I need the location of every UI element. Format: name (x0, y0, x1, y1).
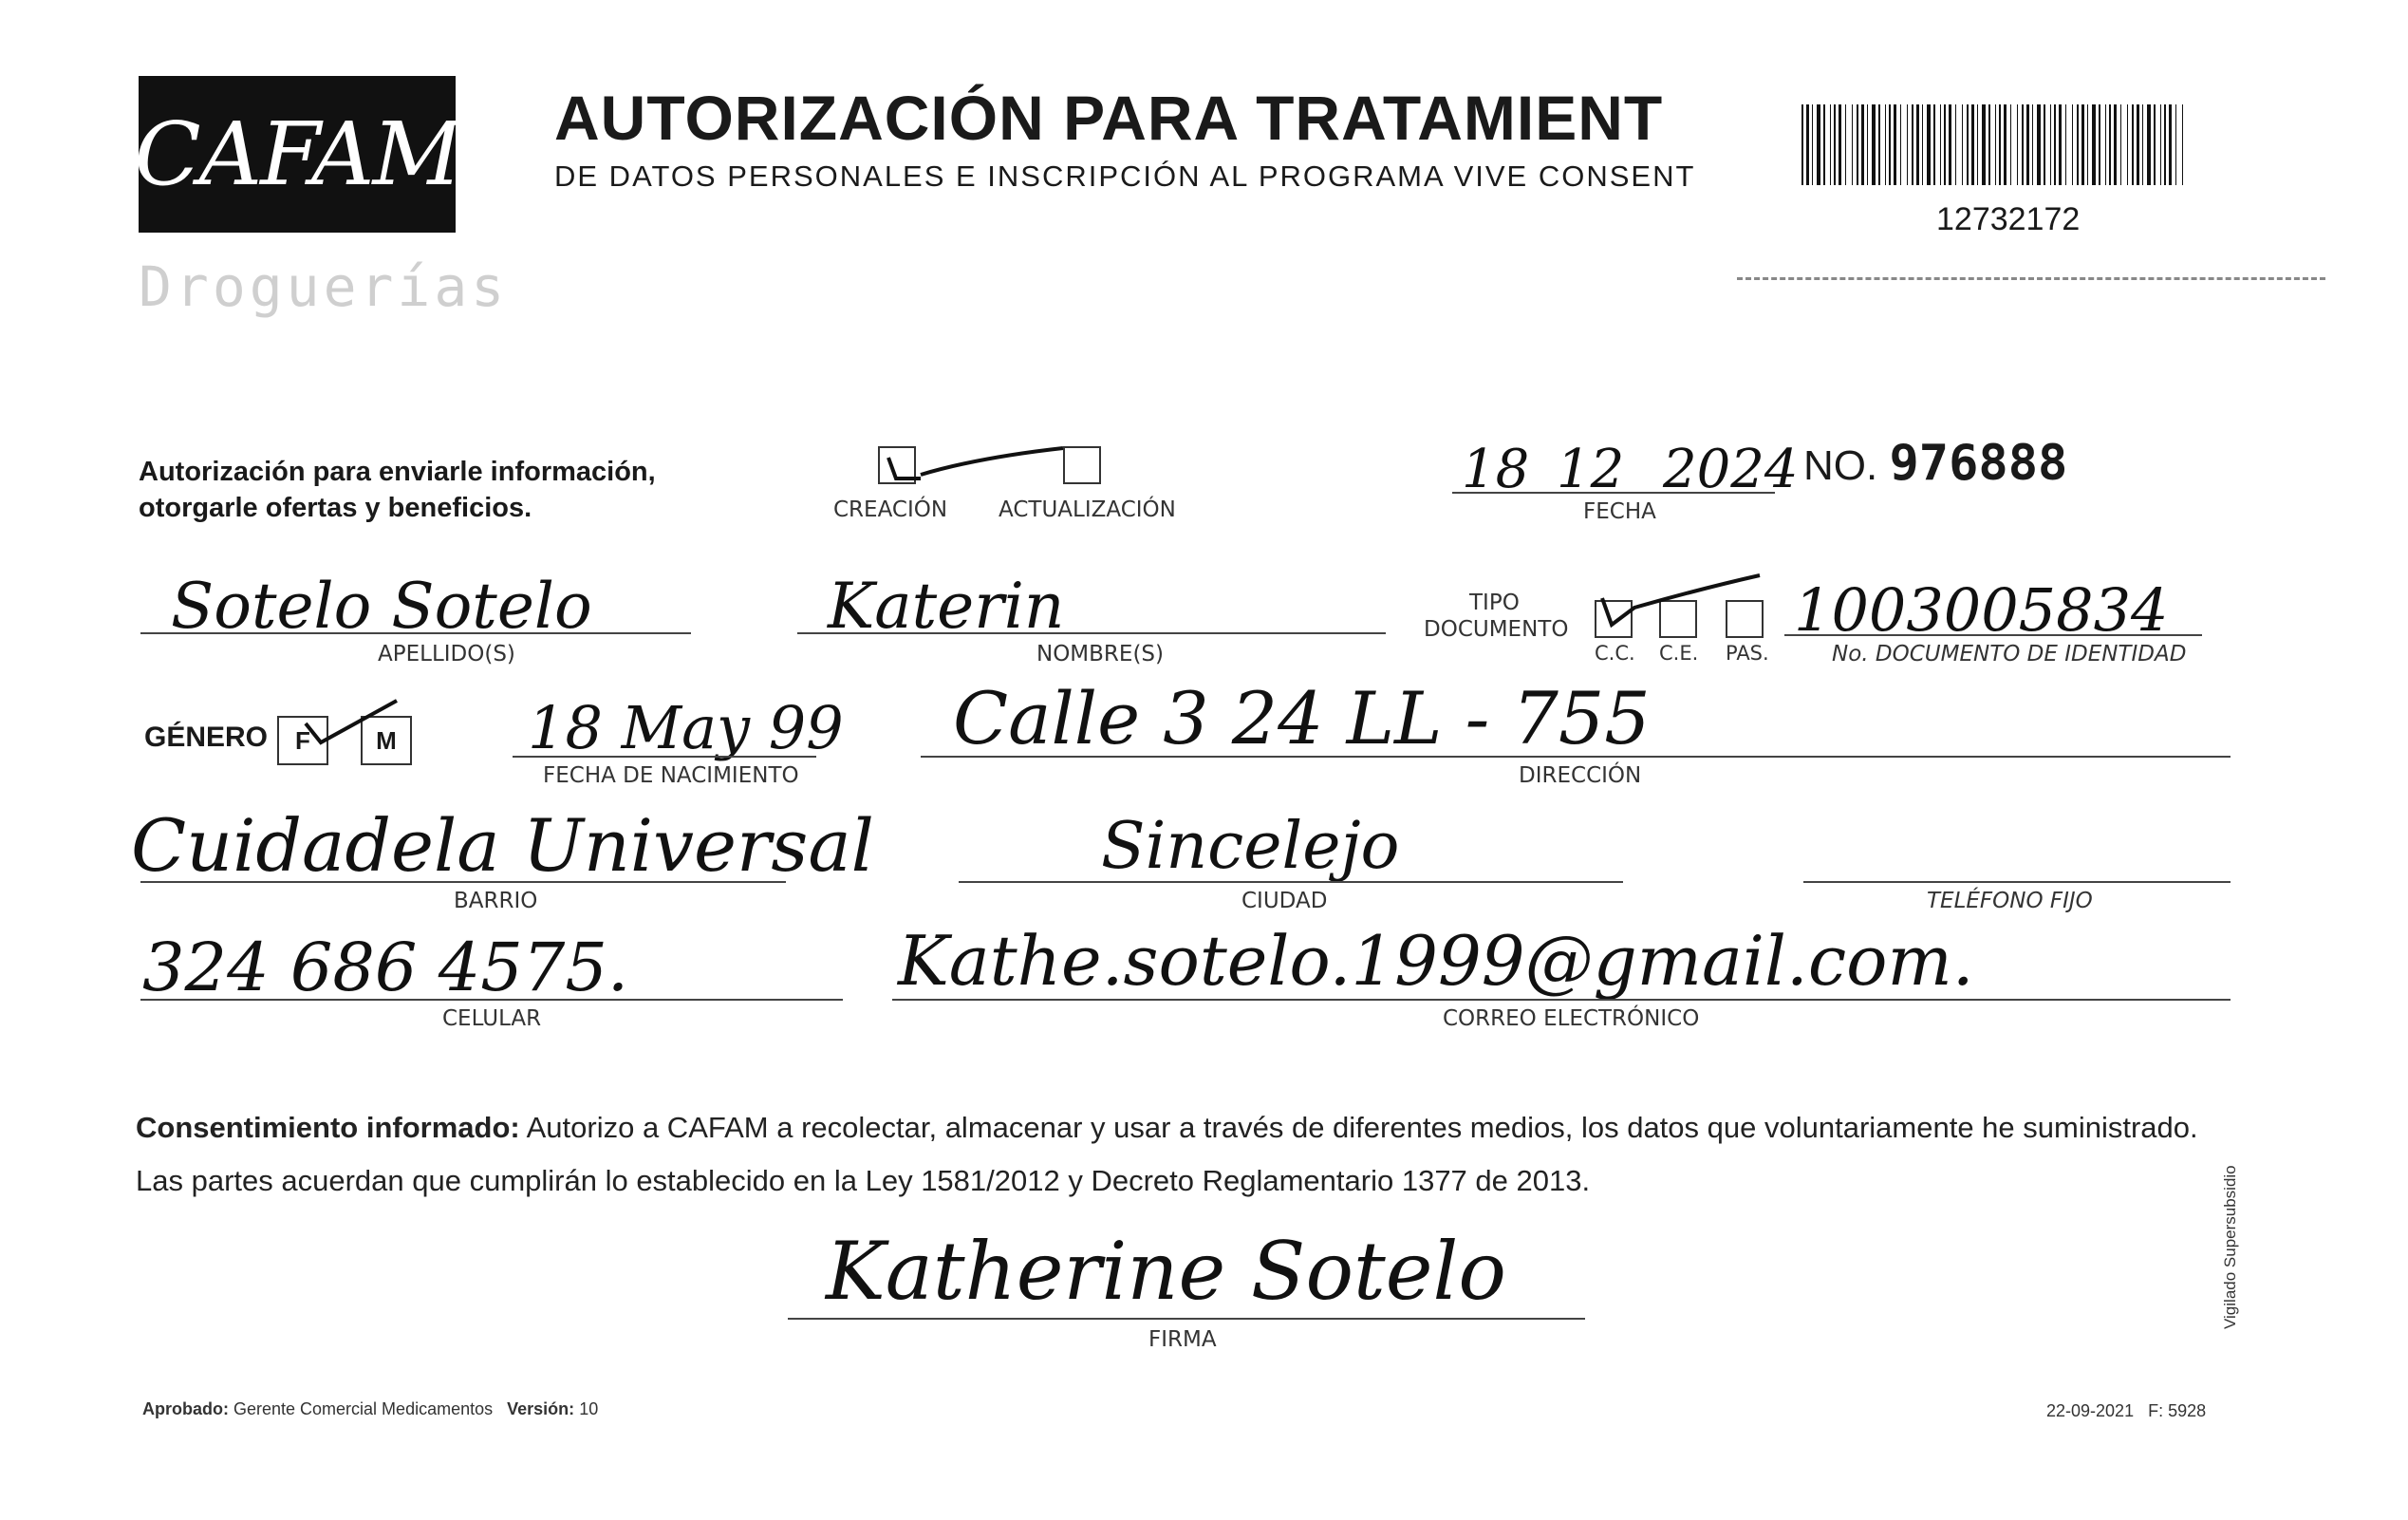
correo-value[interactable]: Kathe.sotelo.1999@gmail.com. (898, 921, 1974, 1001)
barcode-bar (2154, 104, 2156, 185)
apellidos-line (140, 632, 691, 634)
barcode-bar (2059, 104, 2062, 185)
nombres-label: NOMBRE(S) (1036, 642, 1164, 666)
barcode-bar (1927, 104, 1931, 185)
barcode-bar (1852, 104, 1853, 185)
barcode-bar (2109, 104, 2111, 185)
barcode-bar (1861, 104, 1864, 185)
documento-line (1784, 634, 2202, 636)
correo-line (892, 999, 2231, 1001)
barcode-bar (2072, 104, 2073, 185)
barcode-bar (1845, 104, 1846, 185)
barcode-bar (1962, 104, 1963, 185)
ciudad-label: CIUDAD (1241, 889, 1328, 913)
telefono-line (1803, 881, 2231, 883)
barcode-bar (2127, 104, 2128, 185)
aprobado-value: Gerente Comercial Medicamentos (233, 1399, 494, 1418)
barcode-bar (2132, 104, 2134, 185)
cafam-logo: CAFAM (139, 76, 456, 233)
barcode-bar (1872, 104, 1876, 185)
direccion-label: DIRECCIÓN (1519, 763, 1642, 788)
signature-label: FIRMA (1148, 1327, 1217, 1352)
check-mark-icon (883, 439, 1073, 496)
barcode-bar (2160, 104, 2161, 185)
barcode-bar (2164, 104, 2166, 185)
barcode-bar (1857, 104, 1858, 185)
consent-heading: Consentimiento informado: (136, 1111, 520, 1144)
barcode-bar (1933, 104, 1935, 185)
ciudad-line (959, 881, 1623, 883)
fecha-month[interactable]: 12 (1557, 439, 1625, 500)
direccion-line (921, 756, 2231, 758)
barcode-bar (1916, 104, 1919, 185)
barcode-bar (2026, 104, 2029, 185)
consent-line1: Autorizo a CAFAM a recolectar, almacenar y usar a través de diferentes medios, los datos que voluntariamente he suministrado. (519, 1111, 2198, 1144)
fecha-year[interactable]: 2024 (1663, 439, 1799, 500)
form-number (1803, 435, 2067, 492)
barcode-bar (2137, 104, 2139, 185)
barcode-bar (2120, 104, 2121, 185)
barcode-bar (1988, 104, 1990, 185)
tipo-label: TIPO (1469, 591, 1520, 615)
signature-value[interactable]: Katherine Sotelo (826, 1225, 1506, 1318)
direccion-value[interactable]: Calle 3 24 LL - 755 (953, 676, 1651, 760)
barcode-bar (2010, 104, 2011, 185)
barcode-bar (2017, 104, 2018, 185)
barcode-bar (2142, 104, 2143, 185)
barcode-bar (2032, 104, 2033, 185)
barcode-bar (1912, 104, 1913, 185)
documento-value[interactable]: 1003005834 (1794, 575, 2169, 645)
barrio-line (140, 881, 786, 883)
check-mark-icon (1596, 570, 1767, 636)
nombres-line (797, 632, 1386, 634)
divider (1737, 277, 2325, 280)
nacimiento-value[interactable]: 18 May 99 (528, 693, 844, 762)
barcode-bar (1894, 104, 1896, 185)
footer-code: F: 5928 (2148, 1401, 2207, 1420)
barrio-label: BARRIO (454, 889, 538, 913)
version-label: Versión: (507, 1399, 575, 1418)
documento-label: DOCUMENTO (1424, 617, 1569, 642)
barcode-bar (2175, 104, 2176, 185)
barcode-bar (2092, 104, 2096, 185)
footer-left (142, 1399, 598, 1419)
check-mark-icon (302, 695, 406, 752)
logo-subtext: Droguerías (139, 254, 509, 319)
barcode-bar (2037, 104, 2041, 185)
authorization-heading: Autorización para enviarle información, otorgarle ofertas y beneficios. (139, 457, 656, 523)
consent-text (136, 1101, 2243, 1208)
barcode-bar (1817, 104, 1820, 185)
barcode-bar (1967, 104, 1969, 185)
barcode-bar (2044, 104, 2045, 185)
barcode-bar (1944, 104, 1946, 185)
genero-label: GÉNERO (144, 722, 269, 753)
barcode-bar (2147, 104, 2151, 185)
form-title: AUTORIZACIÓN PARA TRATAMIENT (554, 83, 1664, 153)
barcode-bar (1900, 104, 1901, 185)
consent-line2: Las partes acuerdan que cumplirán lo establecido en la Ley 1581/2012 y Decreto Reglamentario 1377 de 2013. (136, 1164, 1591, 1197)
barcode-bar (2114, 104, 2117, 185)
fecha-label: FECHA (1583, 499, 1656, 524)
form-number-label: NO. (1803, 442, 1878, 489)
version-value: 10 (579, 1399, 599, 1418)
barcode-bar (2105, 104, 2106, 185)
footer-date: 22-09-2021 (2046, 1401, 2135, 1420)
barcode-bar (2022, 104, 2024, 185)
barcode-bar (1977, 104, 1978, 185)
actualizacion-label: ACTUALIZACIÓN (999, 497, 1176, 522)
barcode-bar (2077, 104, 2079, 185)
correo-label: CORREO ELECTRÓNICO (1443, 1006, 1700, 1031)
pas-label: PAS. (1726, 642, 1769, 665)
barcode-bar (1834, 104, 1836, 185)
aprobado-label: Aprobado: (142, 1399, 229, 1418)
nacimiento-line (513, 756, 816, 758)
barcode-bar (1801, 104, 1803, 185)
barcode-bar (2054, 104, 2056, 185)
barcode-bar (1982, 104, 1986, 185)
form-number-value: 976888 (1889, 435, 2068, 492)
footer-right (2046, 1401, 2206, 1421)
nacimiento-label: FECHA DE NACIMIENTO (543, 763, 799, 788)
celular-line (140, 999, 843, 1001)
side-text: Vigilado Supersubsidio (2221, 1165, 2239, 1329)
barcode-bar (2081, 104, 2084, 185)
barcode-bar (2050, 104, 2051, 185)
barcode-bar (1889, 104, 1891, 185)
barcode-bar (1812, 104, 1813, 185)
barcode-bar (2099, 104, 2100, 185)
barcode-bar (1885, 104, 1886, 185)
telefono-label: TELÉFONO FIJO (1927, 889, 2093, 913)
signature-line (788, 1318, 1585, 1320)
cc-label: C.C. (1595, 642, 1635, 665)
barcode-bar (2065, 104, 2066, 185)
barrio-value[interactable]: Cuidadela Universal (131, 803, 874, 888)
barcode-bar (1878, 104, 1880, 185)
barcode-bar (1830, 104, 1831, 185)
documento-num-label: No. DOCUMENTO DE IDENTIDAD (1832, 642, 2187, 666)
celular-label: CELULAR (442, 1006, 542, 1031)
fecha-day[interactable]: 18 (1462, 439, 1530, 500)
ciudad-value[interactable]: Sincelejo (1101, 809, 1400, 884)
genero-m-checkbox[interactable]: M (361, 716, 412, 765)
barcode-bar (1806, 104, 1809, 185)
barcode-number: 12732172 (1936, 201, 2081, 237)
celular-value[interactable]: 324 686 4575. (142, 929, 629, 1006)
barcode-bar (1949, 104, 1951, 185)
barcode-bar (1823, 104, 1825, 185)
barcode-bar (2087, 104, 2088, 185)
barcode-bar (1999, 104, 2001, 185)
barcode-bar (2004, 104, 2007, 185)
barcode-bar (1955, 104, 1956, 185)
barcode-bar (1971, 104, 1974, 185)
ce-label: C.E. (1659, 642, 1699, 665)
nombres-value[interactable]: Katerin (828, 570, 1065, 643)
apellidos-value[interactable]: Sotelo Sotelo (171, 570, 592, 643)
creacion-label: CREACIÓN (833, 497, 948, 522)
barcode-bar (1922, 104, 1923, 185)
apellidos-label: APELLIDO(S) (378, 642, 515, 666)
barcode-bar (2182, 104, 2183, 185)
barcode-bar (1839, 104, 1841, 185)
barcode-bar (1867, 104, 1868, 185)
barcode-icon (1801, 104, 2191, 185)
actualizacion-checkbox[interactable] (1063, 446, 1101, 484)
genero-f-checkbox[interactable]: F (277, 716, 328, 765)
fecha-line (1452, 492, 1775, 494)
form-subtitle: DE DATOS PERSONALES E INSCRIPCIÓN AL PROGRAMA VIVE CONSENT (554, 160, 1696, 193)
barcode-bar (1995, 104, 1996, 185)
barcode-bar (2169, 104, 2172, 185)
barcode-bar (1907, 104, 1908, 185)
barcode-bar (1940, 104, 1941, 185)
